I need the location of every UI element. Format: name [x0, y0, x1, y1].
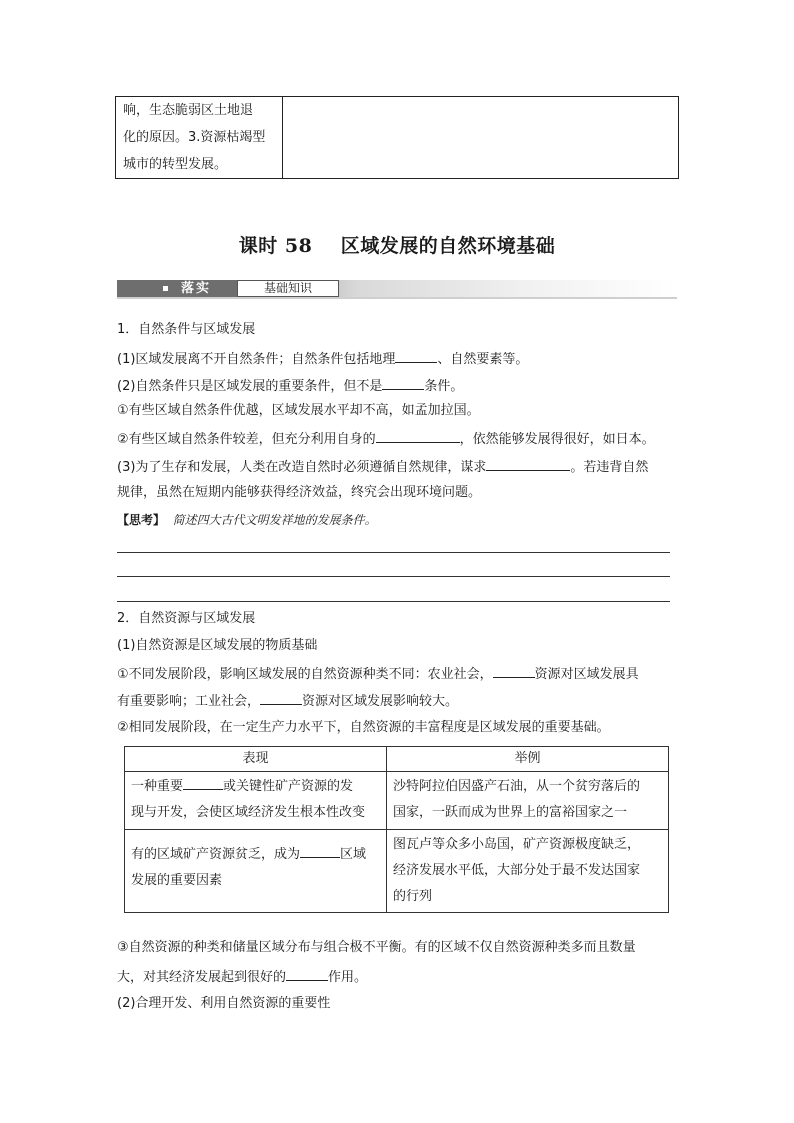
table-cell — [387, 772, 669, 830]
fill-blank[interactable] — [395, 349, 437, 363]
paragraph-stages-text-d: 资源对区域发展影响较大。 — [302, 694, 459, 709]
paragraph-5-text-b: 。若违背自然 — [570, 460, 649, 475]
cell-text: 国家，一跃而成为世界上的富裕国家之一 — [393, 805, 628, 820]
answer-line[interactable] — [117, 601, 670, 602]
paragraph-1-text-a: (1)区域发展离不开自然条件；自然条件包括地理 — [117, 352, 396, 367]
paragraph-resources-basis: (1)自然资源是区域发展的物质基础 — [117, 638, 318, 653]
paragraph-distribution-continued — [117, 967, 367, 987]
performance-example-table — [124, 746, 669, 913]
cell-text: 的行列 — [393, 889, 433, 904]
cell-text: 有的区域矿产资源贫乏，成为 — [131, 847, 301, 862]
answer-line[interactable] — [117, 552, 670, 553]
lesson-prefix: 课时 — [238, 235, 278, 257]
paragraph-4-text-b: ，依然能够发展得很好，如日本。 — [459, 432, 655, 447]
paragraph-1 — [117, 349, 528, 369]
think-prompt — [117, 511, 377, 529]
paragraph-2 — [117, 376, 463, 396]
cell-text: 现与开发，会使区域经济发生根本性改变 — [131, 805, 366, 820]
fill-blank[interactable] — [183, 776, 223, 790]
cell-text: 经济发展水平低，大部分处于最不发达国家 — [393, 863, 641, 878]
fill-blank[interactable] — [260, 691, 302, 705]
table-header-example: 举例 — [387, 747, 669, 772]
top-table-right-cell — [283, 97, 679, 179]
section-bar-label: 落实 — [181, 281, 212, 296]
section-bar-underline — [117, 297, 677, 299]
top-table-line-3: 城市的转型发展。 — [123, 157, 228, 172]
section-bar-label-block — [117, 280, 237, 297]
fill-blank[interactable] — [300, 844, 340, 858]
think-question: 简述四大古代文明发祥地的发展条件。 — [172, 513, 377, 527]
paragraph-stages-text-c: 有重要影响；工业社会， — [117, 694, 261, 709]
paragraph-stages-text-a: ①不同发展阶段，影响区域发展的自然资源种类不同：农业社会， — [117, 667, 493, 682]
table-cell — [125, 830, 387, 913]
paragraph-4 — [117, 429, 655, 449]
paragraph-5-continued: 规律，虽然在短期内能够获得经济效益，终究会出现环境问题。 — [117, 485, 482, 500]
fill-blank[interactable] — [286, 967, 328, 981]
top-table-line-1: 响，生态脆弱区土地退 — [123, 103, 254, 118]
paragraph-stages-text-b: 资源对区域发展具 — [534, 667, 639, 682]
paragraph-distribution-text-c: 作用。 — [328, 970, 368, 985]
cell-text: 图瓦卢等众多小岛国，矿产资源极度缺乏， — [393, 837, 641, 852]
top-continuation-table — [115, 96, 679, 179]
think-tag: 【思考】 — [117, 513, 166, 527]
table-header-row — [125, 747, 669, 772]
cell-text: 一种重要 — [131, 779, 184, 794]
paragraph-2-text-a: (2)自然条件只是区域发展的重要条件，但不是 — [117, 379, 383, 394]
table-row — [125, 772, 669, 830]
fill-blank[interactable] — [486, 457, 570, 471]
fill-blank[interactable] — [382, 376, 424, 390]
fill-blank[interactable] — [376, 429, 460, 443]
section-bar — [117, 280, 677, 299]
paragraph-1-text-b: 、自然要素等。 — [437, 352, 529, 367]
paragraph-distribution: ③自然资源的种类和储量区域分布与组合极不平衡。有的区域不仅自然资源种类多而且数量 — [117, 940, 636, 955]
table-cell — [387, 830, 669, 913]
cell-text: 发展的重要因素 — [131, 873, 223, 888]
top-table-left-cell — [116, 97, 283, 179]
cell-text: 或关键性矿产资源的发 — [223, 779, 354, 794]
lesson-title — [0, 231, 794, 258]
paragraph-2-text-b: 条件。 — [424, 379, 464, 394]
heading-natural-conditions: 1．自然条件与区域发展 — [117, 322, 256, 337]
table-header-performance: 表现 — [125, 747, 387, 772]
cell-text: 区域 — [340, 847, 367, 862]
lesson-name: 区域发展的自然环境基础 — [340, 235, 556, 257]
answer-line[interactable] — [117, 576, 670, 577]
top-table-line-2: 化的原因。3.资源枯竭型 — [123, 130, 266, 145]
section-bar-tab: 基础知识 — [237, 280, 339, 297]
paragraph-stages-continued — [117, 691, 458, 711]
square-bullet-icon — [163, 286, 168, 291]
paragraph-distribution-text-b: 大，对其经济发展起到很好的 — [117, 970, 287, 985]
lesson-number: 58 — [284, 235, 313, 257]
fill-blank[interactable] — [493, 664, 535, 678]
paragraph-5-text-a: (3)为了生存和发展，人类在改造自然时必须遵循自然规律，谋求 — [117, 460, 487, 475]
table-row — [125, 830, 669, 913]
paragraph-same-stage: ②相同发展阶段，在一定生产力水平下，自然资源的丰富程度是区域发展的重要基础。 — [117, 720, 610, 735]
paragraph-rational-use: (2)合理开发、利用自然资源的重要性 — [117, 996, 331, 1011]
heading-natural-resources: 2．自然资源与区域发展 — [117, 611, 256, 626]
paragraph-4-text-a: ②有些区域自然条件较差，但充分利用自身的 — [117, 432, 376, 447]
paragraph-3: ①有些区域自然条件优越，区域发展水平却不高，如孟加拉国。 — [117, 403, 480, 418]
table-cell — [125, 772, 387, 830]
cell-text: 沙特阿拉伯因盛产石油，从一个贫穷落后的 — [393, 779, 641, 794]
paragraph-5 — [117, 457, 648, 477]
paragraph-stages — [117, 664, 639, 684]
